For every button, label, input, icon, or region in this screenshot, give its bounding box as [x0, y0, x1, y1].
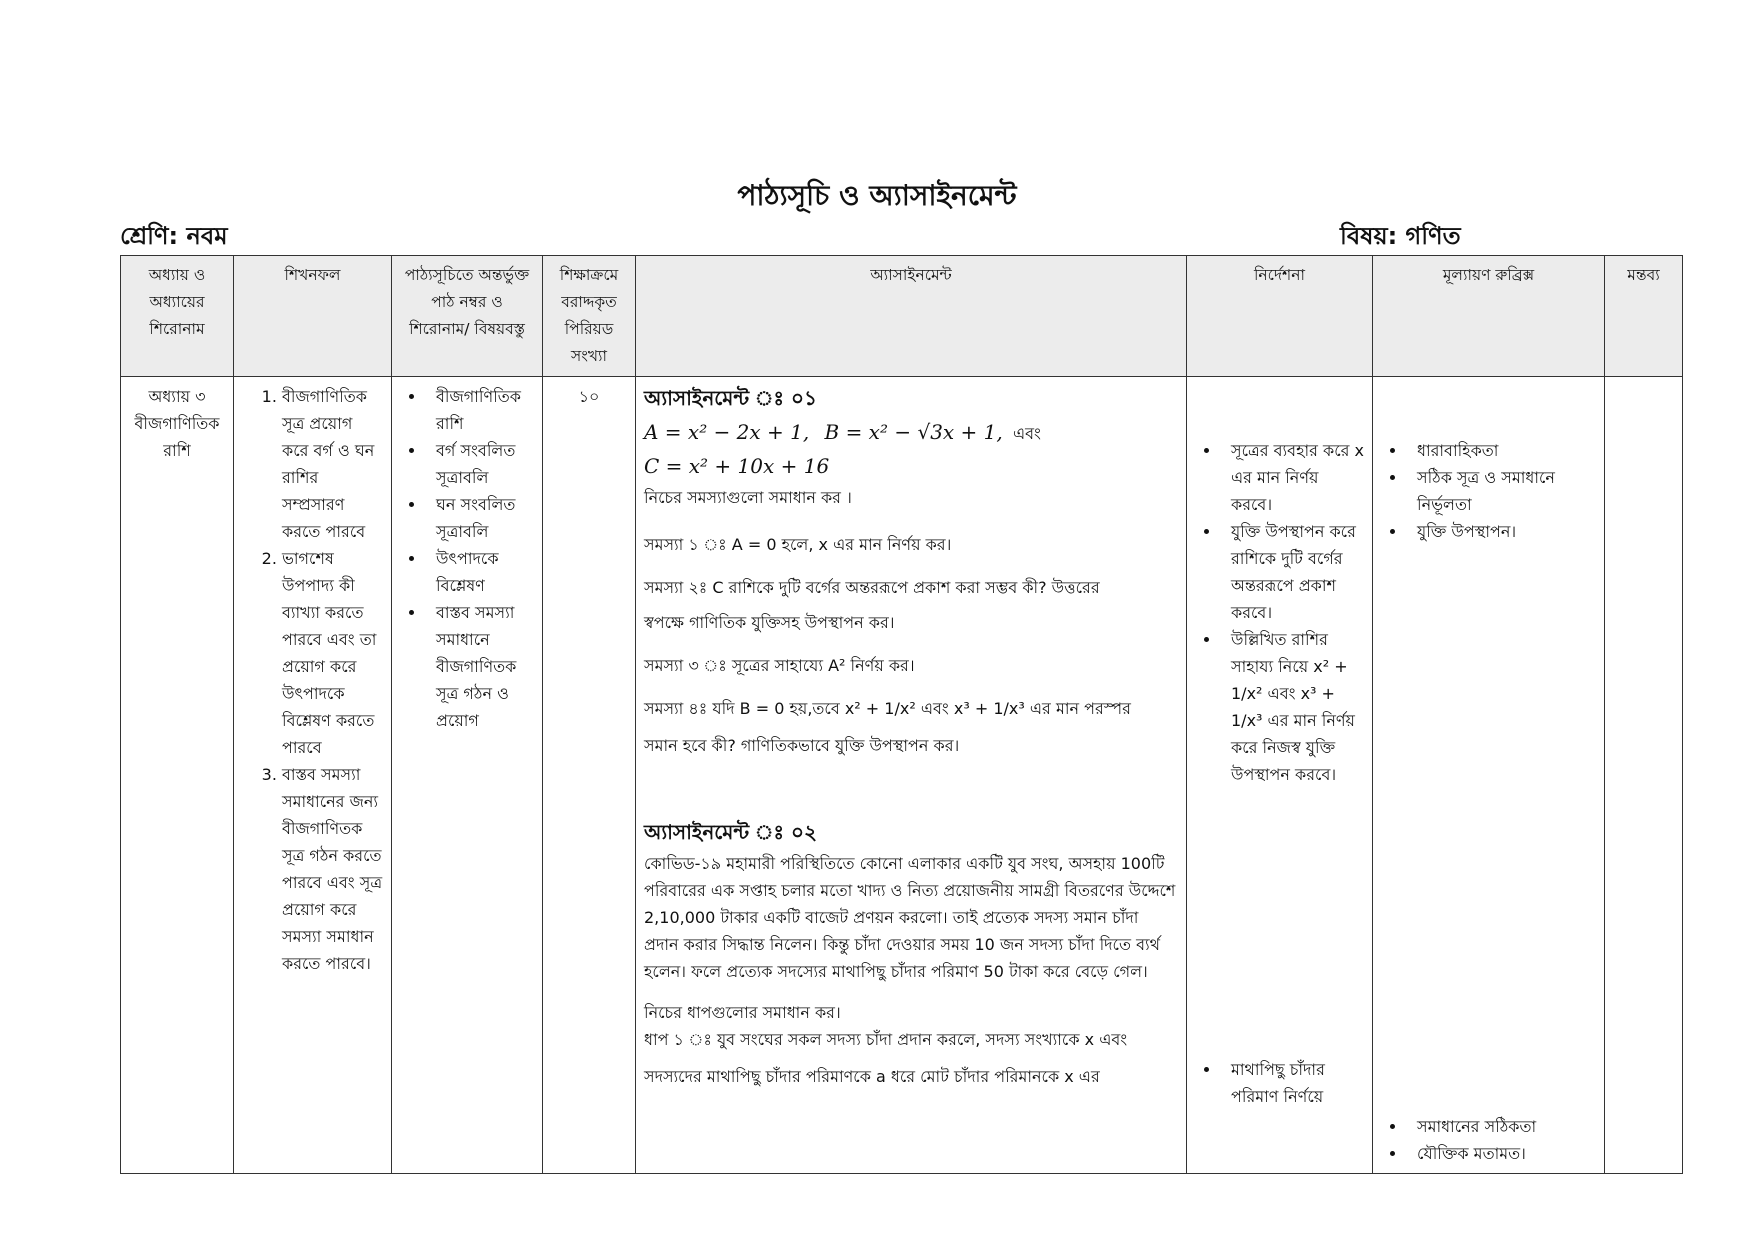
column-header-periods: শিক্ষাক্রমে বরাদ্দকৃত পিরিয়ড সংখ্যা — [543, 256, 636, 377]
problem-1: সমস্যা ১ ঃ A = 0 হলে, x এর মান নির্ণয় কর। — [644, 535, 952, 554]
list-item: 3. বাস্তব সমস্যা সমাধানের জন্য বীজগাণিতক সূত্র গঠন করতে পারবে এবং সূত্র প্রয়োগ করে সমস্যা সমাধান করতে পারবে। — [282, 761, 383, 977]
list-item: 1. বীজগাণিতিক সূত্র প্রয়োগ করে বর্গ ও ঘন রাশির সম্প্রসারণ করতে পারবে — [282, 383, 383, 545]
assignment-2-heading: অ্যাসাইনমেন্ট ঃ ০২ — [644, 820, 818, 844]
guidelines-list-2 — [1195, 1056, 1364, 1110]
list-item: • ধারাবাহিকতা — [1407, 437, 1596, 464]
problem-4: সমস্যা ৪ঃ যদি B = 0 হয়,তবে x² + 1/x² এবং x³ + 1/x³ এর মান পরস্পর — [644, 699, 1131, 718]
rubrics-list-2 — [1381, 1113, 1596, 1167]
column-header-guidelines: নির্দেশনা — [1187, 256, 1373, 377]
lessons-list — [400, 383, 534, 734]
assignment-2-instruction: নিচের ধাপগুলোর সমাধান কর। — [644, 1003, 841, 1022]
table-header-row — [121, 256, 1683, 377]
guidelines-list — [1195, 437, 1364, 788]
assignment-1-instruction: নিচের সমস্যাগুলো সমাধান কর । — [644, 488, 852, 507]
list-item: • মাথাপিছু চাঁদার পরিমাণ নির্ণয়ে — [1221, 1056, 1364, 1110]
expression-and: এবং — [1012, 424, 1041, 443]
list-item: • সমাধানের সঠিকতা — [1407, 1113, 1596, 1140]
list-item: • যুক্তি উপস্থাপন করে রাশিকে দুটি বর্গের অন্তররূপে প্রকাশ করবে। — [1221, 518, 1364, 626]
outcomes-cell — [234, 377, 392, 1174]
periods-cell — [543, 377, 636, 1174]
expression-line — [644, 416, 1178, 450]
step-1: ধাপ ১ ঃ যুব সংঘের সকল সদস্য চাঁদা প্রদান করলে, সদস্য সংখ্যাকে x এবং — [644, 1030, 1128, 1049]
subject-label: বিষয়: গণিত — [1340, 222, 1461, 250]
lessons-cell — [392, 377, 543, 1174]
syllabus-table — [120, 255, 1683, 1174]
list-item: • বীজগাণিতিক রাশি — [426, 383, 534, 437]
problem-4-cont: সমান হবে কী? গাণিতিকভাবে যুক্তি উপস্থাপন কর। — [644, 736, 960, 755]
assignment-2-scenario: কোভিড-১৯ মহামারী পরিস্থিতিতে কোনো এলাকার একটি যুব সংঘ, অসহায় 100টি পরিবারের এক সপ্তাহ চলার মতো খাদ্য ও নিত্য প্রয়োজনীয় সামগ্রী বিতরণের উদ্দেশে 2,10,000 টাকার একটি বাজেট প্রণয়ন করলো। তাই প্রত্যেক সদস্য সমান চাঁদা প্রদান করার সিদ্ধান্ত নিলেন। কিন্তু চাঁদা দেওয়ার সময় 10 জন সদস্য চাঁদা দিতে ব্যর্থ হলেন। ফলে প্রত্যেক সদস্যের মাথাপিছু চাঁদার পরিমাণ 50 টাকা করে বেড়ে গেল। — [644, 854, 1176, 981]
list-item: • যুক্তি উপস্থাপন। — [1407, 518, 1596, 545]
outcomes-list — [242, 383, 383, 977]
list-item: 2. ভাগশেষ উপপাদ্য কী ব্যাখ্যা করতে পারবে এবং তা প্রয়োগ করে উৎপাদকে বিশ্লেষণ করতে পারবে — [282, 545, 383, 761]
list-item: • বাস্তব সমস্যা সমাধানে বীজগাণিতক সূত্র গঠন ও প্রয়োগ — [426, 599, 534, 734]
list-item: • সঠিক সূত্র ও সমাধানে নির্ভূলতা — [1407, 464, 1596, 518]
column-header-remarks: মন্তব্য — [1605, 256, 1683, 377]
problem-2-cont: স্বপক্ষে গাণিতিক যুক্তিসহ উপস্থাপন কর। — [644, 613, 895, 632]
column-header-assignment: অ্যাসাইনমেন্ট — [636, 256, 1187, 377]
list-item: • উৎপাদকে বিশ্লেষণ — [426, 545, 534, 599]
assignment-1-heading: অ্যাসাইনমেন্ট ঃ ০১ — [644, 386, 818, 410]
list-item: • যৌক্তিক মতামত। — [1407, 1140, 1596, 1167]
column-header-lessons: পাঠ্যসূচিতে অন্তর্ভুক্ত পাঠ নম্বর ও শিরোনাম/ বিষয়বস্তু — [392, 256, 543, 377]
rubrics-list — [1381, 437, 1596, 545]
column-header-chapter: অধ্যায় ও অধ্যায়ের শিরোনাম — [121, 256, 234, 377]
expression-c: C = x² + 10x + 16 — [644, 454, 830, 478]
list-item: • সূত্রের ব্যবহার করে x এর মান নির্ণয় করবে। — [1221, 437, 1364, 518]
class-label: শ্রেণি: নবম — [120, 222, 228, 250]
remarks-cell — [1605, 377, 1683, 1174]
problem-2: সমস্যা ২ঃ C রাশিকে দুটি বর্গের অন্তররূপে প্রকাশ করা সম্ভব কী? উত্তরের — [644, 578, 1100, 597]
chapter-title: অধ্যায় ৩ বীজগাণিতিক রাশি — [134, 387, 220, 460]
assignment-cell — [636, 377, 1187, 1174]
table-row — [121, 377, 1683, 1174]
expression-a: A = x² − 2x + 1, — [644, 420, 810, 444]
chapter-cell — [121, 377, 234, 1174]
expression-b: B = x² − √3x + 1, — [824, 420, 1003, 444]
rubrics-cell — [1373, 377, 1605, 1174]
page-title: পাঠ্যসূচি ও অ্যাসাইনমেন্ট — [737, 179, 1017, 212]
problem-3: সমস্যা ৩ ঃ সূত্রের সাহায্যে A² নির্ণয় কর। — [644, 656, 915, 675]
column-header-rubrics: মূল্যায়ণ রুব্রিক্স — [1373, 256, 1605, 377]
step-1-cont: সদস্যদের মাথাপিছু চাঁদার পরিমাণকে a ধরে মোট চাঁদার পরিমানকে x এর — [644, 1067, 1100, 1086]
column-header-outcomes: শিখনফল — [234, 256, 392, 377]
period-count: ১০ — [578, 387, 600, 406]
list-item: • ঘন সংবলিত সূত্রাবলি — [426, 491, 534, 545]
list-item: • উল্লিখিত রাশির সাহায্য নিয়ে x² + 1/x² এবং x³ + 1/x³ এর মান নির্ণয় করে নিজস্ব যুক্তি উপস্থাপন করবে। — [1221, 626, 1364, 788]
list-item: • বর্গ সংবলিত সূত্রাবলি — [426, 437, 534, 491]
guidelines-cell — [1187, 377, 1373, 1174]
